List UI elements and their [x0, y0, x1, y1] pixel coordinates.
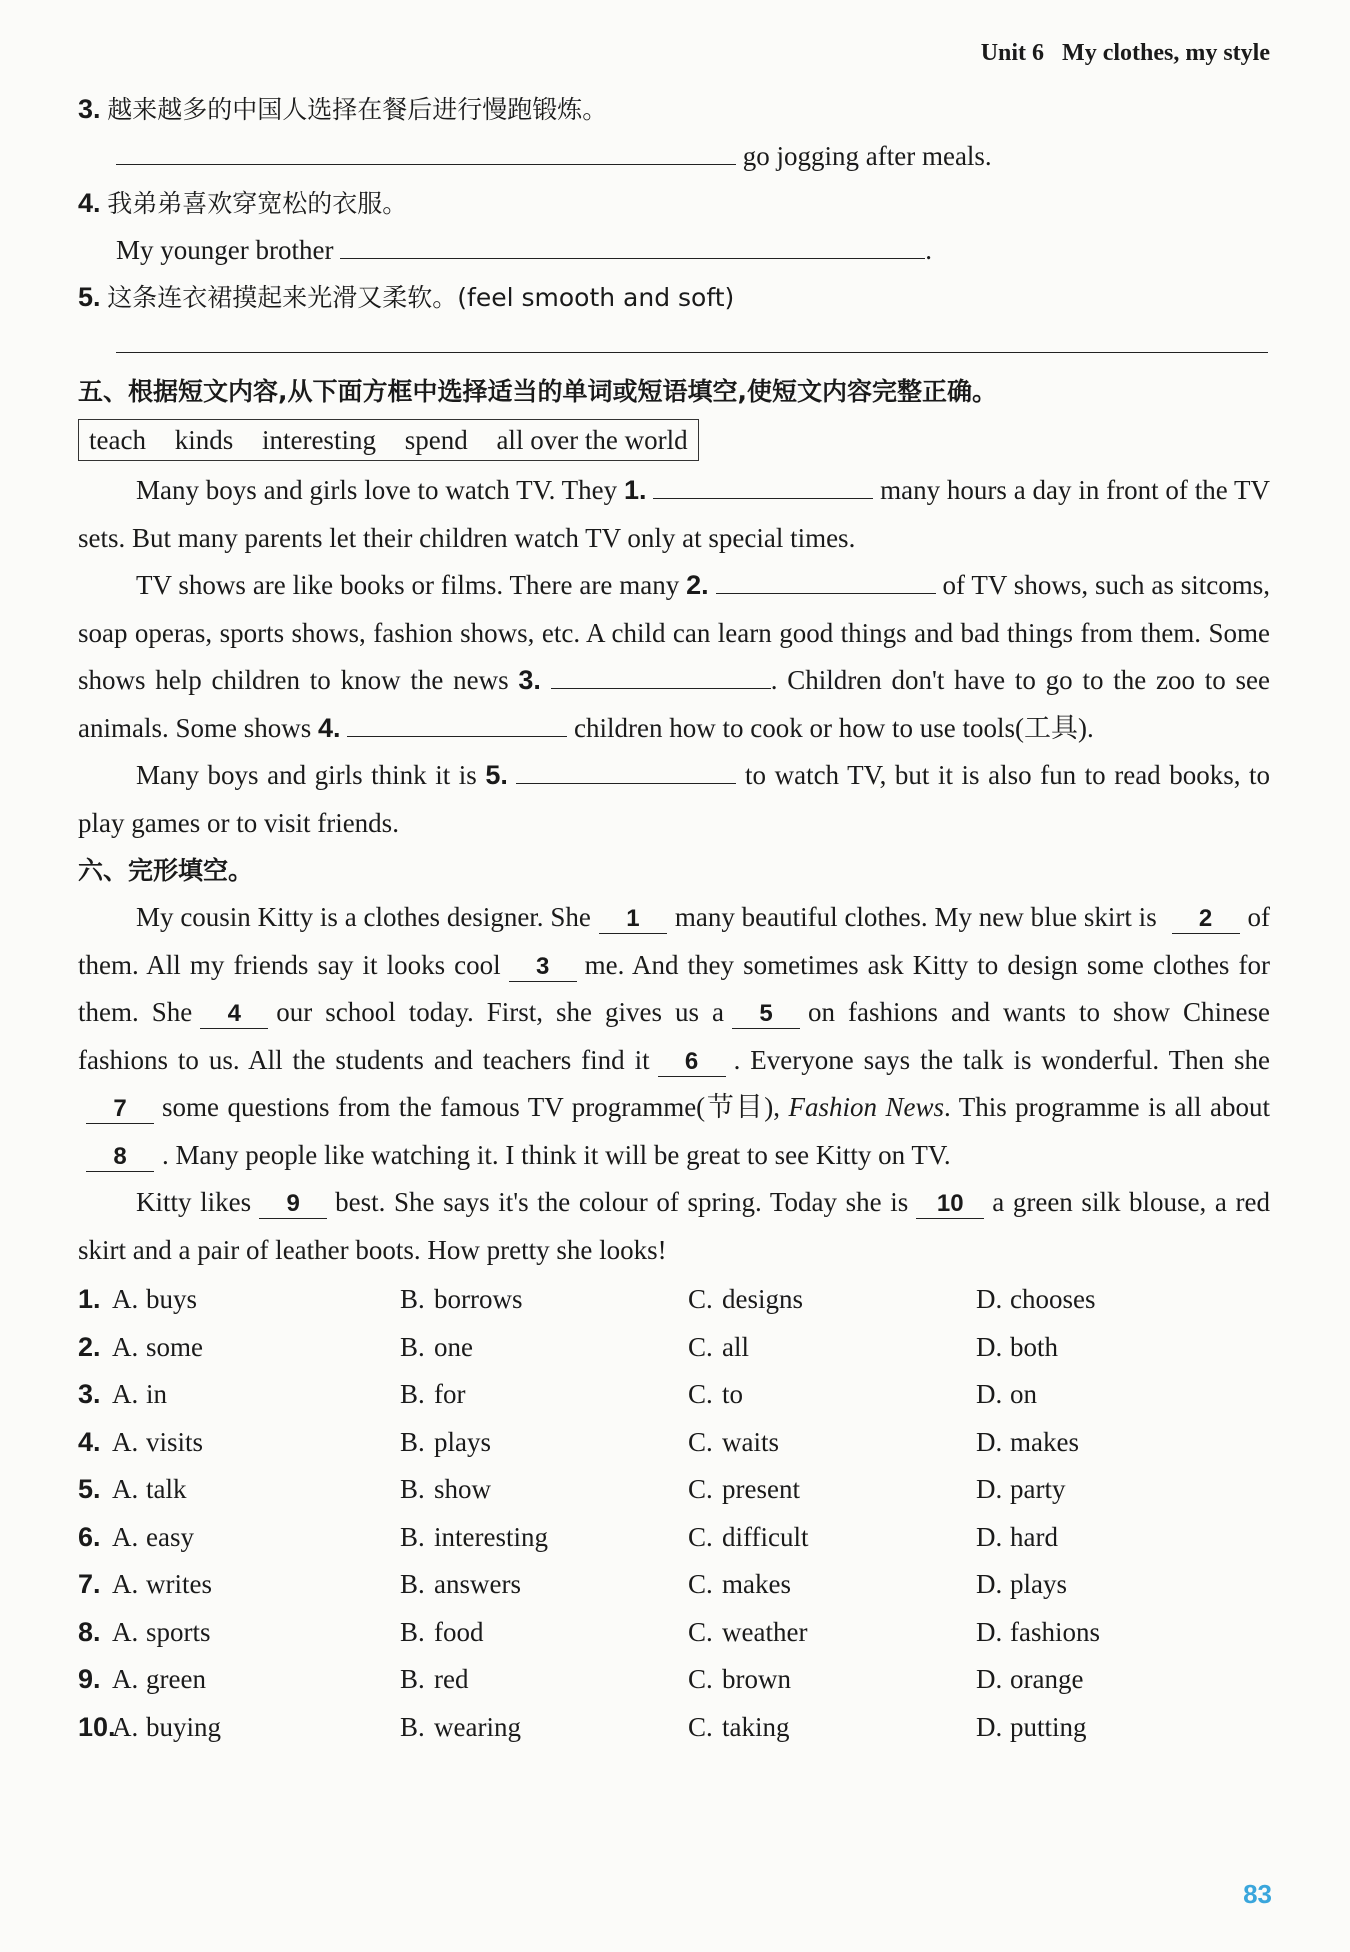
- option-a[interactable]: A. buying: [112, 1711, 222, 1742]
- answer-line-5: [78, 321, 1270, 368]
- answer-blank[interactable]: [340, 228, 925, 259]
- option-d[interactable]: D. putting: [976, 1711, 1087, 1742]
- option-b[interactable]: B. interesting: [400, 1521, 548, 1552]
- option-a[interactable]: A. some: [112, 1331, 203, 1362]
- passage-paragraph: TV shows are like books or films. There are many 2. of TV shows, such as sitcoms, soap operas, sports shows, fashion shows, etc. A child can learn good things and bad things from them. Some shows help children to know the news 3. . Children don't have to go to the zoo to see animals. Some shows 4. children how to cook or how to use tools(工具).: [78, 562, 1270, 752]
- option-d[interactable]: D. fashions: [976, 1616, 1100, 1647]
- unit-label: Unit 6: [980, 40, 1045, 66]
- cloze-blank-9[interactable]: 9: [259, 1190, 327, 1219]
- fill-blank-1[interactable]: [653, 468, 873, 499]
- option-row: 5. A. talk B. show C. present D. party: [78, 1466, 1270, 1514]
- option-c[interactable]: C. difficult: [688, 1521, 809, 1552]
- answer-blank[interactable]: [116, 322, 1268, 353]
- passage-paragraph: Many boys and girls think it is 5. to watch TV, but it is also fun to read books, to play games or to visit friends.: [78, 752, 1270, 847]
- option-b[interactable]: B. one: [400, 1331, 473, 1362]
- option-row: 7. A. writes B. answers C. makes D. plays: [78, 1561, 1270, 1609]
- section5-title: 五、根据短文内容,从下面方框中选择适当的单词或短语填空,使短文内容完整正确。: [78, 377, 997, 406]
- cloze-blank-10[interactable]: 10: [916, 1190, 984, 1219]
- option-b[interactable]: B. red: [400, 1664, 469, 1694]
- option-d[interactable]: D. both: [976, 1331, 1059, 1362]
- option-b[interactable]: B. plays: [400, 1426, 491, 1457]
- cloze-blank-6[interactable]: 6: [658, 1048, 726, 1077]
- option-d[interactable]: D. makes: [976, 1426, 1079, 1457]
- cloze-blank-8[interactable]: 8: [86, 1143, 154, 1172]
- cloze-blank-7[interactable]: 7: [86, 1095, 154, 1124]
- option-d[interactable]: D. party: [976, 1474, 1066, 1504]
- option-b[interactable]: B. wearing: [400, 1711, 521, 1742]
- page-header: [981, 40, 1270, 67]
- page-number: 83: [1243, 1879, 1272, 1909]
- option-d[interactable]: D. hard: [976, 1521, 1058, 1552]
- option-row: 3. A. in B. for C. to D. on: [78, 1371, 1270, 1419]
- option-c[interactable]: C. waits: [688, 1426, 779, 1457]
- passage-paragraph: Kitty likes 9 best. She says it's the colour of spring. Today she is 10 a green silk blouse, a red skirt and a pair of leather boots. How pretty she looks!: [78, 1187, 1271, 1265]
- answer-line-3: go jogging after meals.: [78, 133, 1270, 180]
- option-row: 8. A. sports B. food C. weather D. fashions: [78, 1609, 1270, 1657]
- section6-passage: [78, 894, 1270, 1274]
- unit-title: My clothes, my style: [1062, 40, 1270, 66]
- translation-item-4: 4. 我弟弟喜欢穿宽松的衣服。: [78, 188, 408, 218]
- word-box: [78, 419, 699, 461]
- translation-item-5: 5. 这条连衣裙摸起来光滑又柔软。(feel smooth and soft): [78, 282, 735, 312]
- option-d[interactable]: D. orange: [976, 1664, 1084, 1694]
- word-option: all over the world: [496, 425, 688, 455]
- word-option: kinds: [174, 425, 234, 455]
- word-option: spend: [404, 425, 468, 455]
- option-row: 6. A. easy B. interesting C. difficult D. hard: [78, 1514, 1270, 1562]
- option-c[interactable]: C. brown: [688, 1664, 791, 1694]
- translation-item-3: 3. 越来越多的中国人选择在餐后进行慢跑锻炼。: [78, 94, 608, 124]
- option-a[interactable]: A. writes: [112, 1569, 212, 1599]
- fill-blank-3[interactable]: [551, 658, 771, 689]
- word-option: teach: [89, 425, 146, 455]
- option-c[interactable]: C. present: [688, 1474, 800, 1504]
- option-c[interactable]: C. makes: [688, 1569, 791, 1599]
- option-c[interactable]: C. to: [688, 1379, 744, 1409]
- option-b[interactable]: B. answers: [400, 1569, 521, 1599]
- programme-name: Fashion News: [788, 1092, 944, 1122]
- option-c[interactable]: C. designs: [688, 1284, 803, 1314]
- option-d[interactable]: D. on: [976, 1379, 1037, 1409]
- option-a[interactable]: A. in: [112, 1379, 168, 1409]
- chinese-sentence: 越来越多的中国人选择在餐后进行慢跑锻炼。: [107, 95, 608, 124]
- option-a[interactable]: A. talk: [112, 1474, 187, 1504]
- option-row: 9. A. green B. red C. brown D. orange: [78, 1656, 1270, 1704]
- answer-options: [78, 1276, 1270, 1751]
- option-d[interactable]: D. chooses: [976, 1284, 1096, 1314]
- option-a[interactable]: A. buys: [112, 1284, 198, 1314]
- option-b[interactable]: B. borrows: [400, 1284, 523, 1314]
- worksheet-content: [78, 86, 1270, 1751]
- option-c[interactable]: C. weather: [688, 1616, 808, 1647]
- answer-blank[interactable]: [116, 134, 736, 165]
- option-b[interactable]: B. food: [400, 1616, 484, 1647]
- option-b[interactable]: B. show: [400, 1474, 492, 1504]
- option-row: 4. A. visits B. plays C. waits D. makes: [78, 1419, 1270, 1467]
- option-a[interactable]: A. green: [112, 1664, 206, 1694]
- cloze-blank-4[interactable]: 4: [200, 1000, 268, 1029]
- fill-blank-5[interactable]: [516, 753, 736, 784]
- section6-title: 六、完形填空。: [78, 856, 254, 885]
- option-row: 10. A. buying B. wearing C. taking D. putting: [78, 1704, 1270, 1752]
- chinese-sentence: 这条连衣裙摸起来光滑又柔软。(feel smooth and soft): [107, 283, 735, 312]
- option-row: 1. A. buys B. borrows C. designs D. chooses: [78, 1276, 1270, 1324]
- option-d[interactable]: D. plays: [976, 1569, 1067, 1599]
- answer-line-4: My younger brother .: [78, 227, 1270, 274]
- cloze-blank-1[interactable]: 1: [599, 905, 667, 934]
- option-a[interactable]: A. sports: [112, 1616, 211, 1647]
- cloze-blank-2[interactable]: 2: [1172, 905, 1240, 934]
- cloze-blank-5[interactable]: 5: [732, 1000, 800, 1029]
- fill-blank-4[interactable]: [347, 706, 567, 737]
- option-b[interactable]: B. for: [400, 1379, 466, 1409]
- option-a[interactable]: A. visits: [112, 1426, 204, 1457]
- fill-blank-2[interactable]: [716, 563, 936, 594]
- cloze-blank-3[interactable]: 3: [509, 953, 577, 982]
- option-c[interactable]: C. taking: [688, 1711, 790, 1742]
- passage-paragraph: My cousin Kitty is a clothes designer. She 1 many beautiful clothes. My new blue skirt is 2 of them. All my friends say it looks cool 3 me. And they sometimes ask Kitty to design some clothes for them. She 4 our school today. First, she gives us a 5 on fashions and wants to show Chinese fashions to us. All the students and teachers find it 6 . Everyone says the talk is wonderful. Then she7 some questions from the famous TV programme(节目), Fashion News. This programme is all about8 . Many people like watching it. I think it will be great to see Kitty on TV.: [78, 902, 1271, 1170]
- option-row: 2. A. some B. one C. all D. both: [78, 1324, 1270, 1372]
- word-option: interesting: [261, 425, 376, 455]
- passage-paragraph: Many boys and girls love to watch TV. They 1. many hours a day in front of the TV sets. But many parents let their children watch TV only at special times.: [78, 467, 1270, 562]
- chinese-sentence: 我弟弟喜欢穿宽松的衣服。: [107, 189, 408, 218]
- option-a[interactable]: A. easy: [112, 1521, 194, 1552]
- option-c[interactable]: C. all: [688, 1331, 749, 1362]
- section5-passage: [78, 467, 1270, 847]
